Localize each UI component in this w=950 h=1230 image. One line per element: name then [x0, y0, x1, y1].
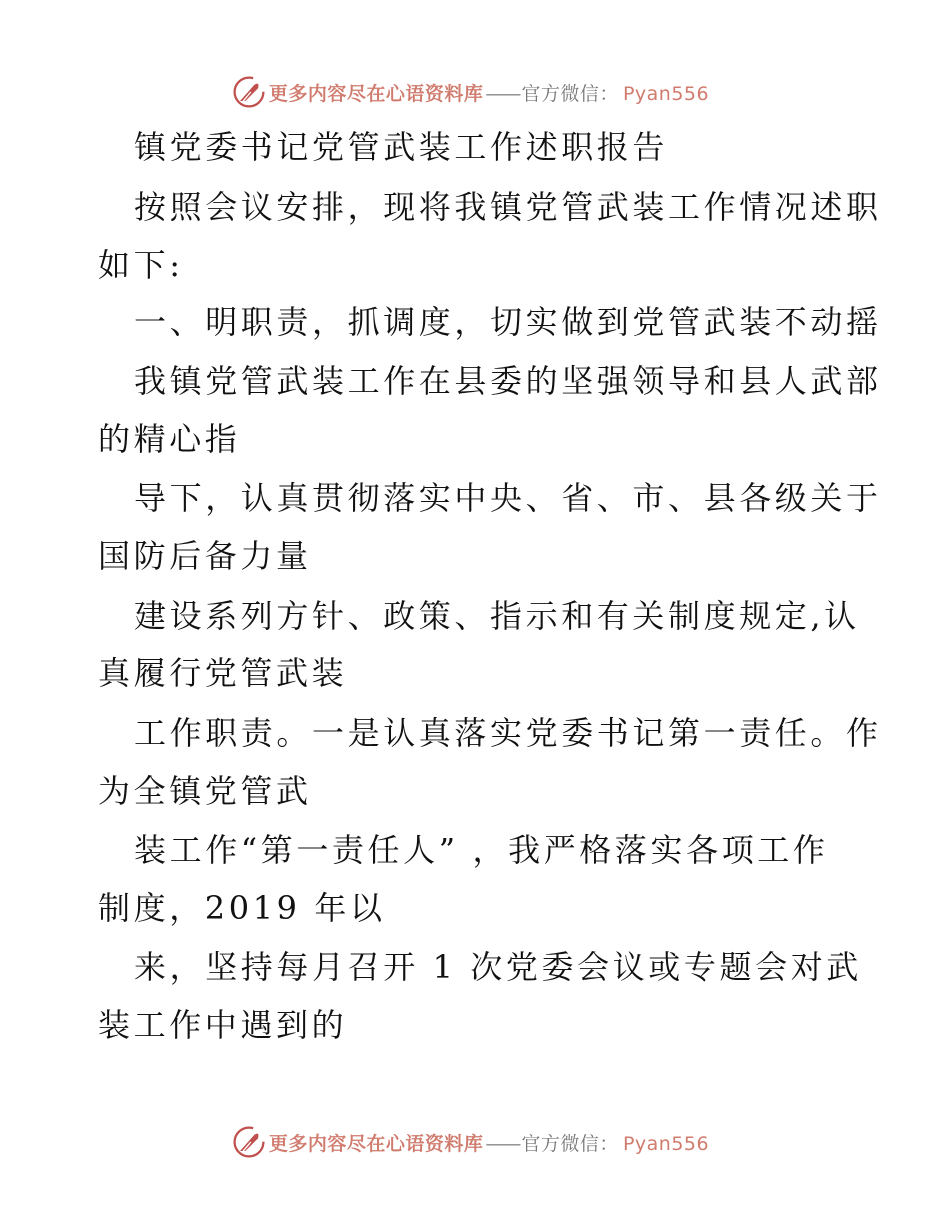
watermark-wechat-id: Pyan556 — [622, 1132, 710, 1155]
feather-pen-logo-icon — [231, 1124, 267, 1160]
paragraph-line: 我镇党管武装工作在县委的坚强领导和县人武部 — [134, 362, 882, 400]
watermark-label: 官方微信： — [521, 82, 619, 105]
paragraph-line: 导下，认真贯彻落实中央、省、市、县各级关于 — [134, 479, 882, 517]
document-title: 镇党委书记党管武装工作述职报告 — [134, 128, 669, 166]
watermark-text — [269, 79, 709, 106]
paragraph-line: 国防后备力量 — [98, 537, 312, 575]
footer-watermark — [0, 1122, 950, 1162]
paragraph-line: 真履行党管武装 — [98, 654, 348, 692]
paragraph-line: 为全镇党管武 — [98, 772, 312, 810]
paragraph-line: 的精心指 — [98, 420, 241, 458]
paragraph-line: 制度，2019 年以 — [98, 889, 386, 927]
paragraph-line: 装工作“第一责任人” ，我严格落实各项工作 — [134, 831, 829, 869]
watermark-dash: —— — [485, 82, 520, 105]
paragraph-line: 如下: — [98, 246, 184, 284]
watermark-wechat-id: Pyan556 — [622, 82, 710, 105]
header-watermark — [0, 72, 950, 112]
paragraph-line: 来，坚持每月召开 1 次党委会议或专题会对武 — [134, 948, 862, 986]
feather-pen-logo-icon — [231, 74, 267, 110]
paragraph-line: 工作职责。一是认真落实党委书记第一责任。作 — [134, 714, 882, 752]
paragraph-line: 建设系列方针、政策、指示和有关制度规定,认 — [134, 597, 860, 635]
watermark-text — [269, 1129, 709, 1156]
paragraph-line: 按照会议安排，现将我镇党管武装工作情况述职 — [134, 188, 882, 226]
watermark-dash: —— — [485, 1132, 520, 1155]
watermark-brand: 更多内容尽在心语资料库 — [268, 1132, 484, 1155]
watermark-label: 官方微信： — [521, 1132, 619, 1155]
section-heading: 一、明职责，抓调度，切实做到党管武装不动摇 — [134, 303, 882, 341]
watermark-brand: 更多内容尽在心语资料库 — [268, 82, 484, 105]
paragraph-line: 装工作中遇到的 — [98, 1006, 348, 1044]
